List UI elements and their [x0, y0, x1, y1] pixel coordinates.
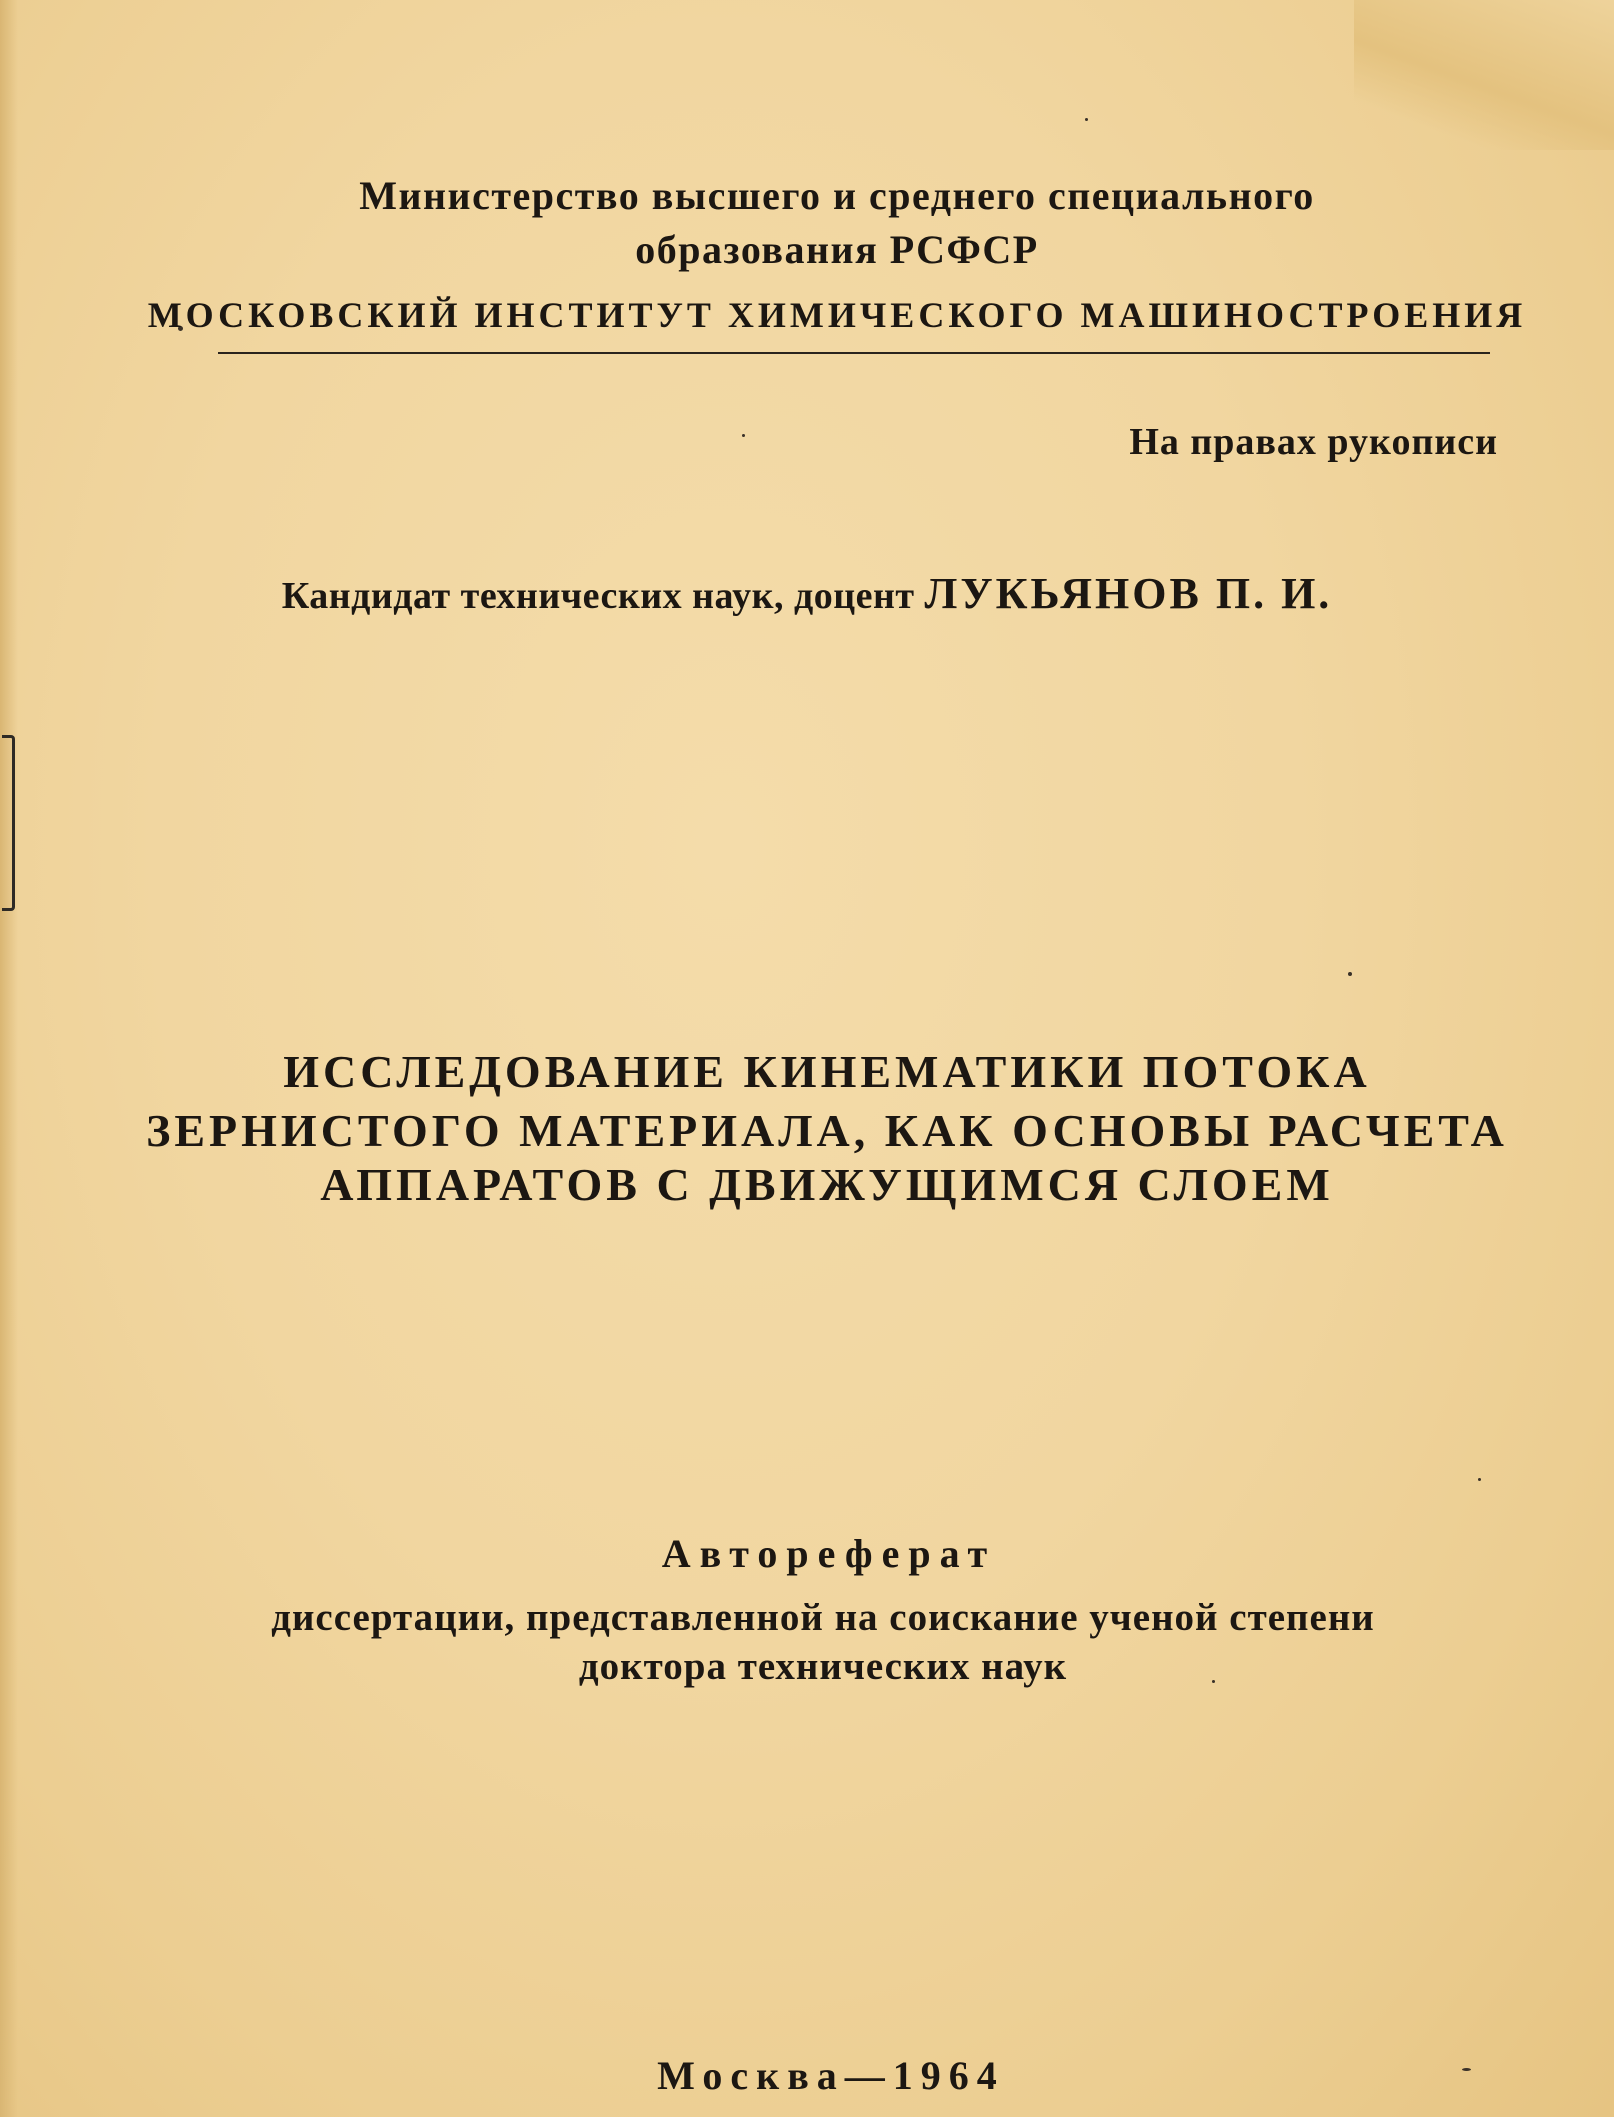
title-line-1: ИССЛЕДОВАНИЕ КИНЕМАТИКИ ПОТОКА — [283, 1046, 1371, 1097]
paper-speck — [1478, 1478, 1481, 1481]
rights-note: На правах рукописи — [1129, 421, 1498, 463]
place-and-year: Москва—1964 — [657, 2053, 1005, 2098]
abstract-description-1: диссертации, представленной на соискание ученой степени — [271, 1596, 1375, 1639]
ministry-line-1: Министерство высшего и среднего специального — [359, 173, 1315, 218]
ministry-line-2: образования РСФСР — [635, 227, 1039, 272]
title-line-2: ЗЕРНИСТОГО МАТЕРИАЛА, КАК ОСНОВЫ РАСЧЕТА — [146, 1105, 1508, 1156]
paper-speck — [742, 434, 745, 437]
staple-binding — [2, 735, 15, 911]
paper-speck — [1348, 972, 1352, 976]
abstract-label: Автореферат — [661, 1531, 997, 1576]
title-line-3: АППАРАТОВ С ДВИЖУЩИМСЯ СЛОЕМ — [320, 1159, 1334, 1210]
author-line — [0, 568, 1614, 619]
header-divider — [218, 352, 1490, 354]
author-degree: Кандидат технических наук, доцент — [281, 575, 915, 617]
paper-corner-crease — [1354, 0, 1614, 150]
institute-name: МОСКОВСКИЙ ИНСТИТУТ ХИМИЧЕСКОГО МАШИНОСТРОЕНИЯ — [147, 295, 1527, 335]
paper-speck — [1085, 118, 1088, 121]
abstract-description-2: доктора технических наук — [578, 1645, 1068, 1688]
author-name: ЛУКЬЯНОВ П. И. — [924, 569, 1333, 618]
paper-edge-shadow — [0, 0, 18, 2117]
